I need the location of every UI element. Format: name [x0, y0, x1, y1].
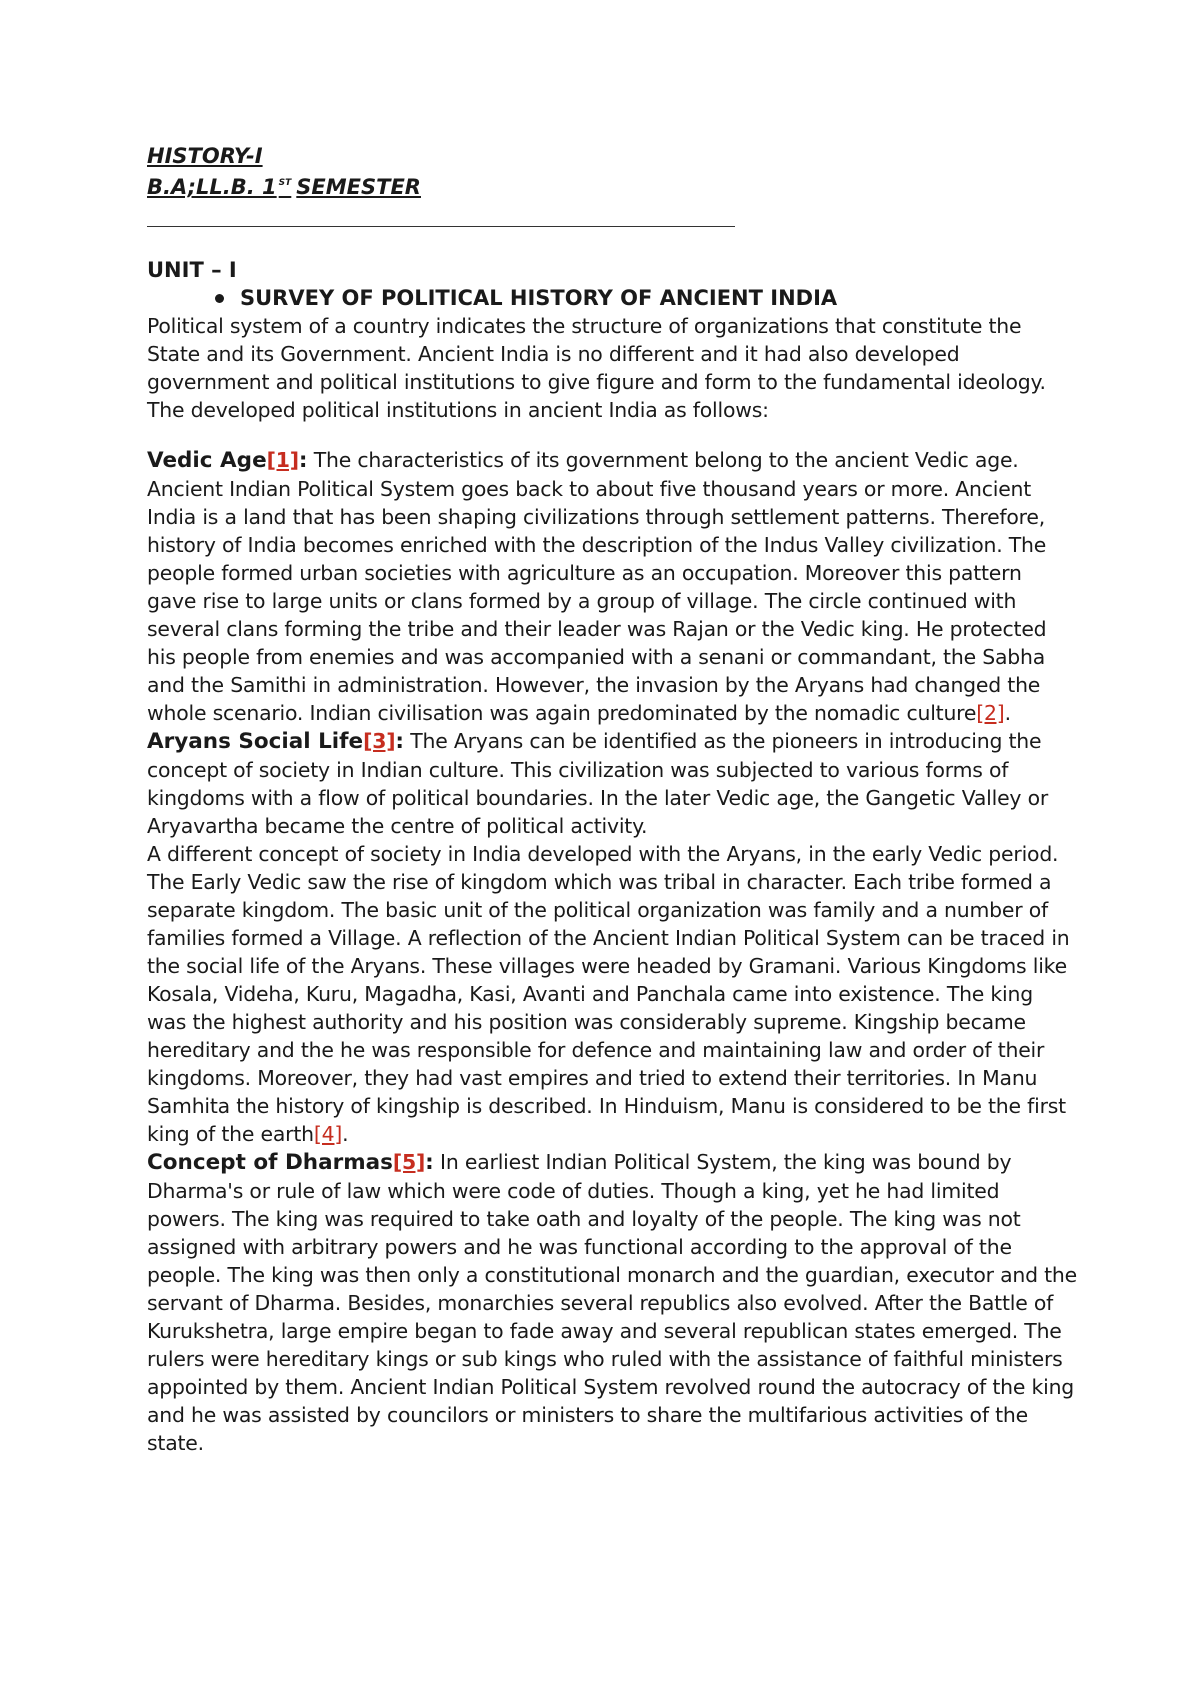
vedic-age-end: .	[1004, 701, 1011, 725]
semester-prefix: B.A;LL.B. 1	[147, 175, 277, 199]
semester-suffix: SEMESTER	[296, 175, 421, 199]
dharma-paragraph	[147, 1148, 1077, 1457]
dharma-heading: Concept of Dharmas	[147, 1150, 393, 1175]
dharma-colon: :	[425, 1150, 434, 1175]
dharma-text: In earliest Indian Political System, the king was bound by Dharma's or rule of law which were code of duties. Though a king, yet he had limited powers. The king was required to take oath and loyalty of the people. The king was not assigned with arbitrary powers and he was functional according to the approval of the people. The king was then only a constitutional monarch and the guardian, executor and the servant of Dharma. Besides, monarchies several republics also evolved. After the Battle of Kurukshetra, large empire began to fade away and several republican states emerged. The rulers were hereditary kings or sub kings who ruled with the assistance of faithful ministers appointed by them. Ancient Indian Political System revolved round the autocracy of the king and he was assisted by councilors or ministers to share the multifarious activities of the state.	[147, 1150, 1077, 1455]
aryans-2-text: A different concept of society in India developed with the Aryans, in the early Vedic period. The Early Vedic saw the rise of kingdom which was tribal in character. Each tribe formed a separate kingdom. The basic unit of the political organization was family and a number of families formed a Village. A reflection of the Ancient Indian Political System can be traced in the social life of the Aryans. These villages were headed by Gramani. Various Kingdoms like Kosala, Videha, Kuru, Magadha, Kasi, Avanti and Panchala came into existence. The king was the highest authority and his position was considerably supreme. Kingship became hereditary and the he was responsible for defence and maintaining law and order of their kingdoms. Moreover, they had vast empires and tried to extend their territories. In Manu Samhita the history of kingship is described. In Hinduism, Manu is considered to be the first king of the earth	[147, 842, 1070, 1146]
aryans-2-end: .	[342, 1122, 349, 1146]
vedic-age-heading: Vedic Age	[147, 448, 267, 473]
footnote-link-4[interactable]: [4]	[313, 1122, 343, 1146]
vedic-age-paragraph	[147, 446, 1077, 727]
aryans-paragraph	[147, 727, 1077, 840]
aryans-text: The Aryans can be identified as the pioneers in introducing the concept of society in Indian culture. This civilization was subjected to various forms of kingdoms with a flow of political boundaries. In the later Vedic age, the Gangetic Valley or Aryavartha became the centre of political activity.	[147, 729, 1049, 838]
semester-superscript: ST	[278, 178, 292, 188]
aryans-paragraph-2	[147, 840, 1077, 1148]
bullet-dot-icon	[215, 294, 224, 303]
title-text: HISTORY-I	[147, 144, 263, 168]
footnote-link-2[interactable]: [2]	[976, 701, 1005, 725]
footnote-link-3[interactable]: [3]	[363, 729, 396, 753]
document-page	[147, 143, 1077, 1457]
vedic-age-colon: :	[298, 448, 308, 473]
bullet-item	[215, 284, 1077, 312]
unit-heading: UNIT – I	[147, 258, 237, 282]
intro-paragraph: Political system of a country indicates the structure of organizations that constitute the State and its Government. Ancient India is no different and it had also developed government and political institutions to give figure and form to the fundamental ideology. The developed political institutions in ancient India as follows:	[147, 314, 1046, 422]
footnote-link-1[interactable]: [1]	[266, 448, 299, 472]
vedic-age-text: The characteristics of its government belong to the ancient Vedic age. Ancient Indian Political System goes back to about five thousand years or more. Ancient India is a land that has been shaping civilizations through settlement patterns. Therefore, history of India becomes enriched with the description of the Indus Valley civilization. The people formed urban societies with agriculture as an occupation. Moreover this pattern gave rise to large units or clans formed by a group of village. The circle continued with several clans forming the tribe and their leader was Rajan or the Vedic king. He protected his people from enemies and was accompanied with a senani or commandant, the Sabha and the Samithi in administration. However, the invasion by the Aryans had changed the whole scenario. Indian civilisation was again predominated by the nomadic culture	[147, 448, 1047, 725]
horizontal-rule	[147, 226, 735, 227]
aryans-heading: Aryans Social Life	[147, 729, 364, 754]
bullet-heading: SURVEY OF POLITICAL HISTORY OF ANCIENT INDIA	[240, 286, 838, 310]
document-title	[147, 143, 1077, 170]
semester-line	[147, 170, 1077, 201]
aryans-colon: :	[395, 729, 404, 754]
footnote-link-5[interactable]: [5]	[392, 1150, 426, 1174]
